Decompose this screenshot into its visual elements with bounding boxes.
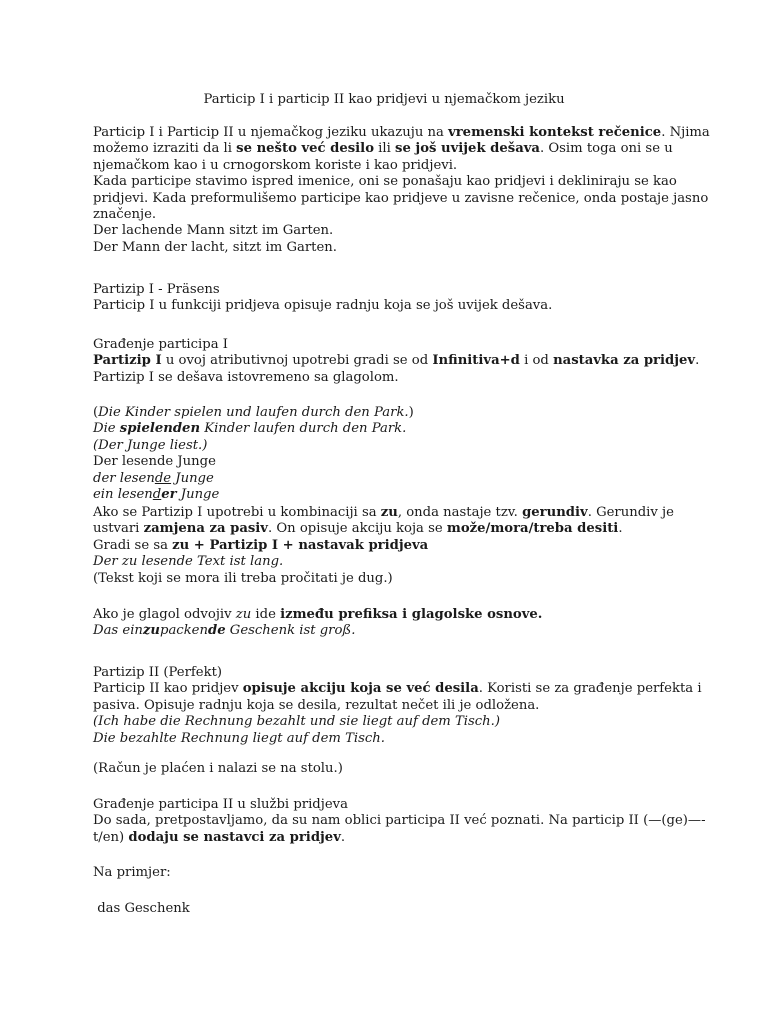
gerundiv-line-3: Gradi se sa zu + Partizip I + nastavak pridjeva [93, 537, 429, 553]
intro-line-5: pridjevi. Kada preformulišemo participe kao pridjeve u zavisne rečenice, onda postaje jasno [93, 190, 709, 206]
separable-verb-paragraph [93, 607, 678, 640]
example-line: der lesende Junge [93, 470, 214, 486]
separable-example: Das einzupackende Geschenk ist groß. [93, 623, 356, 639]
p2-translation-block [93, 761, 678, 777]
intro-line-3: njemačkom kao i u crnogorskom koriste i kao pridjevi. [93, 157, 458, 173]
section-heading: Partizip I - Präsens [93, 282, 220, 297]
example-line: ein lesender Junge [93, 487, 220, 503]
section-heading: Građenje participa II u službi pridjeva [93, 797, 348, 812]
formation-participle-2 [93, 797, 706, 846]
intro-line-4: Kada participe stavimo ispred imenice, oni se ponašaju kao pridjevi i dekliniraju se kao [93, 174, 677, 190]
intro-line-2: možemo izraziti da li se nešto već desilo ili se još uvijek dešava. Osim toga oni se u [93, 141, 673, 157]
partizip-1-section [93, 282, 678, 315]
p2-line-1: Particip II kao pridjev opisuje akciju koja se već desila. Koristi se za građenje perfekta i [93, 681, 702, 697]
example-label-block [93, 865, 678, 881]
p2-line-2: pasiva. Opisuje radnju koja se desila, rezultat nečet ili je odložena. [93, 697, 540, 713]
document-title: Particip I i particip II kao pridjevi u njemačkom jeziku [203, 92, 565, 107]
formation-note: Partizip I se dešava istovremeno sa glagolom. [93, 369, 399, 385]
intro-line-1: Particip I i Particip II u njemačkog jeziku ukazuju na vremenski kontekst rečenice. Njima [93, 125, 710, 140]
example-word: das Geschenk [93, 901, 190, 916]
gerundiv-example: Der zu lesende Text ist lang. [93, 554, 284, 570]
example-label: Na primjer: [93, 865, 171, 880]
formation-participle-1 [93, 337, 700, 386]
formation-rule: Partizip I u ovoj atributivnoj upotrebi gradi se od Infinitiva+d i od nastavka za pridjev. [93, 353, 700, 369]
section-heading: Partizip II (Perfekt) [93, 665, 223, 680]
p2-example-2: Die bezahlte Rechnung liegt auf dem Tisch. [93, 730, 385, 746]
section-heading: Građenje participa I [93, 337, 228, 352]
gp2-line-2: t/en) dodaju se nastavci za pridjev. [93, 829, 346, 845]
gerundiv-paragraph [93, 505, 678, 587]
intro-line-6: značenje. [93, 207, 157, 223]
gerundiv-line-2: ustvari zamjena za pasiv. On opisuje akciju koja se može/mora/treba desiti. [93, 521, 623, 537]
gerundiv-line-1: Ako se Partizip I upotrebi u kombinaciji sa zu, onda nastaje tzv. gerundiv. Gerundiv je [93, 505, 674, 520]
gerundiv-translation: (Tekst koji se mora ili treba pročitati je dug.) [93, 570, 393, 586]
example-word-block [93, 901, 678, 917]
p2-translation: (Račun je plaćen i nalazi se na stolu.) [93, 761, 343, 776]
intro-example-2: Der Mann der lacht, sitzt im Garten. [93, 239, 337, 255]
intro-paragraph [93, 125, 710, 256]
intro-example-1: Der lachende Mann sitzt im Garten. [93, 223, 334, 239]
section-description: Particip I u funkciji pridjeva opisuje radnju koja se još uvijek dešava. [93, 298, 553, 314]
examples-participle-1 [93, 405, 678, 503]
separable-rule: Ako je glagol odvojiv zu ide između prefiksa i glagolske osnove. [93, 607, 543, 622]
partizip-2-section [93, 665, 702, 747]
gp2-line-1: Do sada, pretpostavljamo, da su nam oblici participa II već poznati. Na particip II (—(ge)—- [93, 813, 706, 829]
example-line: Der lesende Junge [93, 454, 216, 470]
example-line: Die spielenden Kinder laufen durch den Park. [93, 421, 407, 437]
example-line: (Der Junge liest.) [93, 437, 208, 453]
p2-example-1: (Ich habe die Rechnung bezahlt und sie liegt auf dem Tisch.) [93, 714, 501, 730]
example-line: (Die Kinder spielen und laufen durch den Park.) [93, 405, 414, 420]
